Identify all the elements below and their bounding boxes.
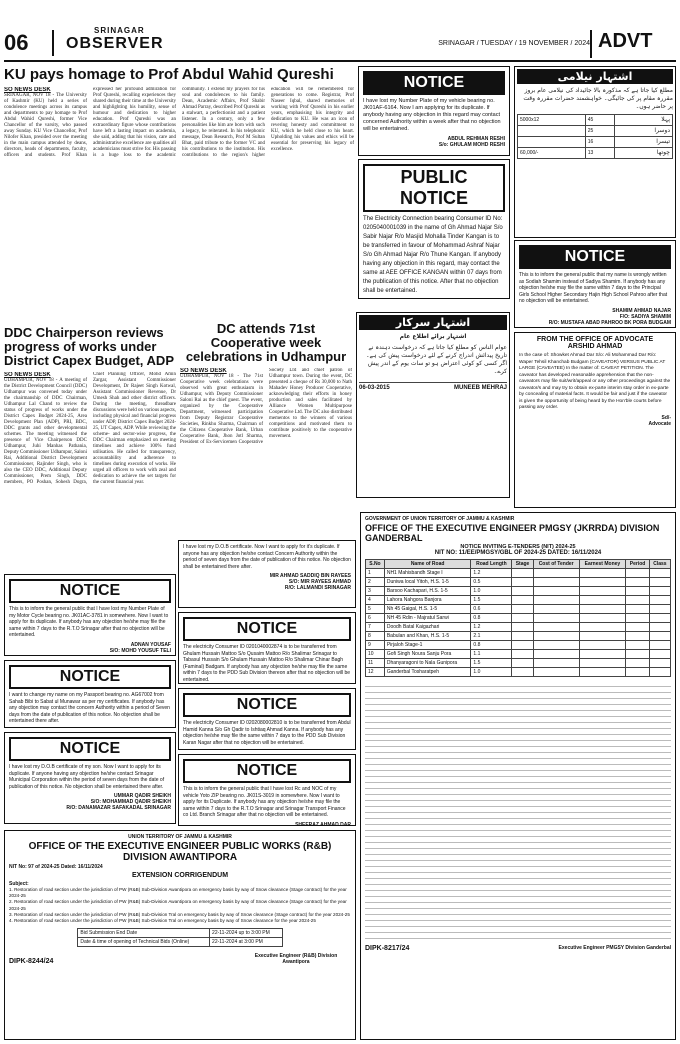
table-cell: 0.8 [471, 614, 512, 623]
notice-vehicle-rc [178, 754, 356, 826]
table-row [366, 569, 671, 578]
table-cell: Nh 45 Gaigal, H.S. 1-5 [384, 605, 471, 614]
table-cell [512, 578, 533, 587]
tender-table-body [366, 569, 671, 677]
list-item: 3. Restoration of road section under the jurisdiction of PW (R&B) Sub-Division Tral on emergency basis by way of Snow clearance (Stage contract) for the year 2024-25 [9, 911, 350, 917]
notice-signature: MIR AHMAD SADDIQ BIN RAYEES [269, 573, 351, 579]
table-cell [512, 596, 533, 605]
notice-number-plate [358, 66, 510, 156]
table-row [366, 614, 671, 623]
table-cell: 3 [366, 587, 385, 596]
table-cell [649, 614, 670, 623]
table-cell [626, 578, 650, 587]
dateline: SRINAGAR / TUESDAY / 19 NOVEMBER / 2024 [438, 40, 590, 47]
table-cell [579, 623, 626, 632]
notice-text: The electricity Consumer ID 0202080002810 is to be transferred from Abdul Hamid Kanna S/o Gh Qadir to Ishtiaq Ahmad Kanna. If anybody has any objection he/she may file the same within 7 days to the PDD Sub Division Karan Nagar after that no objection will be entertained. [183, 720, 351, 746]
urdu-dob-notice [356, 312, 510, 498]
tender-terms-text [365, 681, 671, 941]
notice-title: NOTICE [519, 245, 671, 269]
table-cell [512, 641, 533, 650]
table-row: 16 تیسرا [518, 137, 673, 148]
table-cell: 1.2 [471, 569, 512, 578]
table-cell [533, 587, 579, 596]
table-cell [512, 632, 533, 641]
table-cell [649, 569, 670, 578]
notice-signature-address: R/O: MUSTAFA ABAD PAHROO BK PORA BUDGAM [548, 319, 671, 326]
caveat-text: In the case of: Showket Ahmad Dar S/o: Ali Mohammad Dar R/o: Waper Tehsil Khanchab Budgam (CAVEATOR) VERSUS PUBLIC AT LARGE (CAVEATEE) In the matter of: CAVEAT PETITION. The caveator has developed reasonable apprehension that the non-caveators may file suit/writ/appeal or any other proceedings against the caveator/s and may try to obtain ex-parte interim stay order in ex-parte by concealing of material facts. It would be fair and just if the caveator is given the opportunity of being heard by the Hon'ble courts before passing any order. [519, 353, 671, 410]
table-cell [512, 623, 533, 632]
table-row: 25 دوسرا [518, 126, 673, 137]
table-cell: 1.2 [471, 623, 512, 632]
table-cell: Ganderbal Tosharatpeh [384, 668, 471, 677]
table-cell [533, 578, 579, 587]
notice-text: I have lost my D.O.B certificate. Now I want to apply for it's duplicate. If anyone has any objection he/she contact Concern Authority within the period of seven days from the date of publication of this notice. No objection shall be entertained there after. [183, 544, 351, 570]
section-label: ADVT [590, 30, 676, 58]
table-cell [649, 605, 670, 614]
notice-text: This is to inform the general public that I have lost my Number Plate of my Motor Cycle bearing no. JK01AC-3781 in somewhere. Now I want to apply for its duplicate. If anybody has any objection he/she may file the same within 7 days to the R.T.O Srinagar after that no objection will be entertained. [9, 606, 169, 638]
table-cell [649, 659, 670, 668]
notice-motor-cycle [4, 574, 176, 656]
tender-government: UNION TERRITORY OF JAMMU & KASHMIR [128, 834, 232, 840]
table-cell [579, 587, 626, 596]
table-cell [649, 641, 670, 650]
table-row: 5000x12 45 پہلا [518, 115, 673, 126]
table-cell [533, 605, 579, 614]
tender-nit: NIT No: 97 of 2024-25 Dated: 16/11/2024 [9, 864, 103, 870]
table-cell [533, 641, 579, 650]
table-row [366, 587, 671, 596]
table-row [366, 668, 671, 677]
notice-text: The Electricity Connection bearing Consumer ID No: 0205040001039 in the name of Gh Ahmad Najar S/o Sabir Najar R/o Masjid Mohalla Tinder Kangan is to be transferred in favour of Mohammad Ashraf Najar S/o Gh Ahmad Najar R/o Thune Kangan. If anybody having any objection in this regard, may contact the same at AEE OFFICE KANGAN within 07 days from the publication of this notice. After that no objection shall be entertained. [363, 216, 503, 294]
table-cell [579, 569, 626, 578]
notice-text: I have lost my Number Plate of my vehicle bearing no. JK01AF-6164. Now I am applying for its duplicate. If anybody having any objection in this regard may contact concerned Authority within a week after that no objection will be entertained. [363, 98, 501, 132]
dipk-number: DIPK-8217/24 [365, 945, 410, 952]
table-cell [512, 659, 533, 668]
table-row [366, 659, 671, 668]
advocate-role: Advocate [648, 420, 671, 427]
urdu-footer [359, 382, 507, 391]
notice-electricity-1 [178, 612, 356, 684]
masthead-rule [4, 60, 676, 62]
urdu-subheader: اشتہار برائے اطلاع عام [399, 333, 467, 340]
table-cell [579, 650, 626, 659]
table-cell: Babulan and Khan, H.S. 1-5 [384, 632, 471, 641]
tender-footer [365, 945, 671, 952]
table-cell: 7 [366, 623, 385, 632]
table-cell [626, 605, 650, 614]
article-body: SRINAGAR, NOV 18 - The University of Kashmir (KU) held a series of condolence meetings across its campus and departments to pay homage to Prof Abdul Wahid Qureshi, former Vice Chancellor of the varsity, who passed away Sunday. KU Vice Chancellor, Prof Nilofer Khan, presided over the meeting in the main campus attended by deans, directors, heads of departments, faculty, officers and students. Prof Khan expressed her profound admiration for Prof Qureshi, recalling experiences they shared during their time at the University and highlighting his humility, sense of humour and dedication to higher education. Prof Qureshi was an extraordinary figure whose contributions have left a lasting impact on academia, she said, adding that his vision, care and administrative excellence are qualities all academicians must strive for. His passing is a huge loss to the academic community. I extend my prayers for his soul and condolences to his family. Dean, Academic Affairs, Prof Shabir Ahmad Parray, described Prof Qureshi as a stalwart, a perfectionist and a patient listener. In a century, only a few personalities like him are born with such a legacy, he reiterated. In his telephonic message, Dean Research, Prof M Sultan Bhat, paid tribute to the former VC and his contributions to the institution. His contributions to the region's higher education will be remembered for generations to come. Registrar, Prof Naseer Iqbal, shared memories of working with Prof Qureshi in his earlier years, emphasising his integrity and dedication to KU. He was an icon of revering honesty and commitment to KU, which he held close to his heart. Upholding his values and ethics will be essential for preserving his legacy of excellence. [4, 87, 354, 158]
notice-son-dob [4, 732, 176, 824]
article-headline: DC attends 71st Cooperative week celebrations in Udhampur [185, 322, 347, 364]
table-cell [626, 659, 650, 668]
urdu-header: اشتہار نیلامی [517, 69, 673, 84]
table-cell [512, 605, 533, 614]
urdu-auction-notice [514, 66, 676, 238]
table-cell [626, 632, 650, 641]
table-cell: Dhanyaragoni to Nala Gunipora [384, 659, 471, 668]
notice-signature-relation: S/O: MOHD YOUSUF TELI [109, 647, 171, 654]
table-row [366, 650, 671, 659]
notice-text: This is to inform the general public that I have lost Rc and NOC of my vehicle Yoto ZIP bearing no. JK01S-3019 in somewhere. Now I want to apply for its Duplicate. If anybody has any objection he/she may file the same within 7 days to the R.T.O Srinagar and Srinagar Transport Finance co Ltd. Branch Srinagar after that no objection will be entertained. [183, 786, 346, 818]
notice-signature-relation: S/O: MIR RAYEES AHMAD [288, 579, 351, 585]
table-cell [533, 668, 579, 677]
urdu-body: مطلع کیا جاتا ہے کہ مذکورہ بالا جائیداد کی نیلامی عام بروز مقررہ مقام پر کی جائیگی۔ خواہشمند حضرات مقررہ وقت پر حاضر ہوں۔ [523, 87, 673, 110]
notice-title: NOTICE [183, 759, 351, 783]
tender-dates-table [77, 928, 282, 947]
tender-subtitle: NOTICE INVITING E-TENDERS (NIT) 2024-25 [460, 544, 576, 550]
table-row [366, 578, 671, 587]
notice-text: The electricity Consumer ID 0201040002874 is to be transferred from Ghulam Hussain Mattoo S/o Qusaim Mattoo R/o Shalimar Srinagar to Tabasul Hussain S/o Ghulam Hussain Mattoo R/o Shalimar Chinar Bagh (Faminal) Badgam. If anybody has any objection he/she may file the same within 7 days to the PDD Sub Division thereon after that no objection will be entertained. [183, 644, 351, 683]
table-row [366, 623, 671, 632]
table-cell: NH1 Mahisbandh Stage I [384, 569, 471, 578]
table-cell: 2.1 [471, 632, 512, 641]
table-cell [533, 614, 579, 623]
table-cell: 6 [366, 614, 385, 623]
urdu-applicant: MUNEEB MEHRAJ [453, 385, 507, 391]
table-cell: 5 [366, 605, 385, 614]
table-cell [579, 596, 626, 605]
tender-pmgsy [360, 512, 676, 1040]
table-cell [579, 578, 626, 587]
notice-dob-certificate [178, 540, 356, 608]
table-cell [626, 614, 650, 623]
article-columns [4, 87, 354, 287]
table-cell [649, 596, 670, 605]
table-cell [533, 596, 579, 605]
table-cell [533, 659, 579, 668]
table-cell: 12 [366, 668, 385, 677]
table-cell [512, 650, 533, 659]
urdu-table [517, 114, 673, 159]
list-item: 1. Restoration of road section under the jurisdiction of PW (R&B) Sub-Division Awantipora on emergency basis by way of Snow clearance (Stage contract) for the year 2024-25 [9, 887, 347, 899]
news-desk: SO NEWS DESK [4, 87, 51, 93]
table-cell [533, 569, 579, 578]
article-headline: DDC Chairperson reviews progress of works under District Capex Budget, ADP [4, 326, 174, 368]
tender-government: GOVERNMENT OF UNION TERRITORY OF JAMMU & KASHMIR [365, 516, 515, 522]
table-cell: 4 [366, 596, 385, 605]
table-cell [533, 632, 579, 641]
notice-text: I have lost my D.O.B certificate of my son. Now I want to apply for its duplicate. If anyone having any objection he/she contact Srinagar Municipal Corporation within the period of seven days from the date of publication of this notice. No objection shall be entertained there after. [9, 764, 165, 790]
tender-signatory: Executive Engineer PMGSY Division Ganderbal [558, 945, 671, 951]
table-cell [626, 596, 650, 605]
article-columns [180, 368, 352, 540]
table-cell: 2 [366, 578, 385, 587]
table-cell: 0.8 [471, 641, 512, 650]
table-cell: 10 [366, 650, 385, 659]
table-cell: Lahora Nahgora Banjora [384, 596, 471, 605]
tender-footer [9, 953, 351, 965]
article-body: UDHAMPUR, NOV 18 - A meeting of the District Development Council (DDC) Udhampur was convened today under the chairmanship of DDC Chairman, Udhampur Lal Chand to review the status of progress of works under the District Capex Budget 2024-25, Area Development Plan (ADP), PRI, BDC, DDC grants and other developmental schemes. The meeting witnessed the presence of Vice Chairperson DDC Udhampur, Juhi Manhas Pathania, Deputy Commissioner Udhampur, Saloni Rai, Additional District Development Commissioner, Rajinder Singh, who is also the CEO DDC, Additional Deputy Commissioner, Prem Singh, DDC members, PO Poshan, Sohesh Dogra, Chief Planning Officer, Mohd Amin Zargar, Assistant Commissioner Development, Dr Rajeet Singh Kotwal, Assistant Commissioner Revenue, Dr Umesh Shah and other district officers. During the meeting, threadbare discussions were held on various aspects, including physical and financial progress under ADP, District Capex Budget 2024-25, UT Capex, ADP. While reviewing the scheme- and sector-wise progress, the DDC Chairman emphasized on meeting timelines and achieve 100% fund utilisation. He called for transparency, accountability and adherence to timelines during execution of works. He urged all officers to work with zeal and dedication to achieve the set targets for the current financial year. [4, 372, 176, 485]
table-cell: 1.5 [471, 596, 512, 605]
notice-signature-relation: S/o: GHULAM MOHD RESHI [438, 142, 505, 148]
notice-signature: SHAMIM AHMAD NAJAR [612, 307, 671, 314]
table-cell [649, 632, 670, 641]
tender-rnb [4, 830, 356, 1040]
table-cell [649, 587, 670, 596]
advocate-caveat [514, 332, 676, 508]
dipk-number: DIPK-8244/24 [9, 958, 54, 966]
notice-title: NOTICE [183, 617, 351, 641]
tender-extension: EXTENSION CORRIGENDUM [131, 872, 229, 879]
tender-title: OFFICE OF THE EXECUTIVE ENGINEER PMGSY (JKRRDA) DIVISION GANDERBAL [365, 523, 660, 543]
table-row [366, 605, 671, 614]
article-ku [4, 66, 354, 292]
advocate-signature: Sd/- [661, 414, 671, 421]
table-cell: 9 [366, 641, 385, 650]
table-cell: Pirjaloh Stage-1 [384, 641, 471, 650]
page-number: 06 [4, 30, 54, 56]
table-cell: 8 [366, 632, 385, 641]
tender-table [365, 559, 671, 677]
list-item: 4. Restoration of road section under the jurisdiction of PW (R&B) Sub-Division Tral on emergency basis by way of Snow clearance for the year 2024-25 [9, 918, 316, 924]
newspaper-logo [66, 26, 186, 58]
table-row: Date & time of opening of Technical Bids (Online) 22-11-2024 at 3:00 PM [78, 938, 282, 947]
table-cell [649, 668, 670, 677]
notice-passport [4, 660, 176, 728]
table-row [366, 641, 671, 650]
logo-city: SRINAGAR [94, 26, 145, 35]
table-cell [626, 641, 650, 650]
advocate-title: FROM THE OFFICE OF ADVOCATE [536, 336, 654, 343]
table-cell: 1.0 [471, 668, 512, 677]
article-ddc [4, 326, 176, 554]
table-cell: 1.1 [471, 650, 512, 659]
table-cell: Gofi Singh Noura Sanju Pora [384, 650, 471, 659]
article-dc [180, 322, 352, 540]
table-cell [626, 587, 650, 596]
table-cell [579, 659, 626, 668]
table-row [366, 596, 671, 605]
notice-text: This is to inform the general public that my name is wrongly written as Sodiah Shamim instead of Sadiya Shamim. If anybody has any objection he/she may file the same within 7 days to the Principal Girls School Higher Secondary Hajin High School Pahroo after that no objection will be entertained. [519, 272, 668, 304]
article-body: UDHAMPUR, NOV 18 - The 71st Cooperative week celebrations were observed with great enthusiasm in Udhampur, with Deputy Commissioner Saloni Rai as the chief guest. The event, organized by the Cooperative Department, witnessed participation from Deputy Registrar Cooperative Societies, Rinkhu Sharma, Chairman of the Citizens Cooperative Bank, Urban Cooperative Bank, Jhon Jotl Sharma, President of Ex-Servicemen Cooperative Society Ltd and chief patron of Udhampur town. During the event, DC presented a cheque of Rs 30,000 to Nath Mahadev Honey Producer Cooperative, acknowledging their efforts in honey production and sales facilitated by Alliance Women Multipurpose Cooperative Ltd. The DC also distributed mementos to the winners of various competitions and motivated them to contribute positively to the cooperative movement. [180, 368, 352, 445]
notice-title: NOTICE [183, 693, 351, 717]
notice-name-correction [514, 240, 676, 328]
notice-title: NOTICE [9, 737, 171, 761]
table-cell: 1.5 [471, 659, 512, 668]
news-desk: SO NEWS DESK [180, 368, 227, 374]
table-cell [579, 641, 626, 650]
notice-title: NOTICE [363, 71, 505, 95]
table-cell [626, 569, 650, 578]
public-notice [358, 159, 510, 299]
article-columns [4, 372, 176, 548]
notice-title: NOTICE [9, 579, 171, 603]
table-cell [512, 587, 533, 596]
tender-subject: Subject: [9, 881, 29, 887]
tender-signatory: Executive Engineer (R&B) Division Awantipora [254, 953, 338, 966]
table-row: Bid Submission End Date 22-11-2024 up to 3:00 PM [78, 929, 282, 938]
urdu-date: 06-03-2015 [359, 385, 390, 391]
table-cell [512, 614, 533, 623]
table-cell: Doodh Batal Kaigazhari [384, 623, 471, 632]
list-item: 2. Restoration of road section under the jurisdiction of PW (R&B) Sub-Division Awantipora on emergency basis by way of Snow clearance (Stage contract) for the year 2024-25 [9, 899, 347, 911]
table-cell: 0.6 [471, 605, 512, 614]
logo-name: OBSERVER [66, 35, 164, 52]
notice-text: I want to change my name on my Passport bearing no. AG67002 from Sahab Bibi to Sabat ul Munawar as per my certificates. If anybody has any objection may contact the concern Authority within a period of Seven days from the date of publication of this notice. No objection shall be entertained there after. [9, 692, 170, 724]
table-cell [512, 668, 533, 677]
notice-signature-address: R/O: LALMANDI SRINAGAR [284, 585, 351, 591]
urdu-header: اشتہار سرکار [359, 315, 507, 330]
tender-title: OFFICE OF THE EXECUTIVE ENGINEER PUBLIC WORKS (R&B) DIVISION AWANTIPORA [28, 841, 332, 863]
table-cell [626, 623, 650, 632]
news-desk: SO NEWS DESK [4, 372, 51, 378]
table-cell: 1 [366, 569, 385, 578]
table-cell: Duniwa local Yitoh, H.S. 1-5 [384, 578, 471, 587]
table-cell: 11 [366, 659, 385, 668]
urdu-body: عوام الناس کو مطلع کیا جاتا ہے کہ درخواست دہندہ نے تاریخ پیدائش اندراج کرنے کے لئے درخواست پیش کی ہے۔ اگر کسی کو کوئی اعتراض ہو تو سات یوم کے اندر پیش کرے۔ [365, 344, 507, 375]
table-cell [579, 668, 626, 677]
table-cell [649, 623, 670, 632]
table-cell [579, 632, 626, 641]
notice-signature-address: R/O: DANAMAZAR SAFAKADAL SRINAGAR [66, 805, 171, 811]
notice-electricity-2 [178, 688, 356, 750]
notice-signature: ABDUL REHMAN RESHI [447, 136, 505, 142]
table-cell [579, 614, 626, 623]
table-row: 60,000/- 13 چوتھا [518, 148, 673, 159]
notice-signature: UMMAR QADIR SHEIKH [114, 793, 171, 799]
table-cell [512, 569, 533, 578]
table-cell [649, 650, 670, 659]
table-row [366, 632, 671, 641]
table-cell: 0.5 [471, 578, 512, 587]
table-cell [649, 578, 670, 587]
table-cell [533, 650, 579, 659]
notice-signature: SHEERAZ AHMAD DAR [295, 821, 351, 826]
notice-signature-relation: S/O: MOHAMMAD QADIR SHEIKH [90, 799, 171, 805]
article-headline: KU pays homage to Prof Abdul Wahid Qureshi [4, 66, 334, 83]
notice-title: PUBLIC NOTICE [363, 164, 505, 212]
table-cell [533, 623, 579, 632]
table-cell: NH 45 Rdin - Majratul Sarwi [384, 614, 471, 623]
table-cell: Barsoo Kachapari, H.S. 1-5 [384, 587, 471, 596]
table-header-row: S.No Name of Road Road Length Stage Cost of Tender Earnest Money Period Class [366, 560, 671, 569]
table-cell [579, 605, 626, 614]
advocate-name: ARSHID AHMAD [567, 343, 623, 350]
table-cell [626, 668, 650, 677]
notice-signature: ADNAN YOUSAF [130, 641, 171, 648]
tender-lines [9, 887, 351, 924]
table-cell: 1.0 [471, 587, 512, 596]
table-cell [626, 650, 650, 659]
notice-title: NOTICE [9, 665, 171, 689]
notice-signature-relation: F/O: SADIYA SHAMIM [619, 313, 671, 320]
tender-nit: NIT NO: 11/EE/PMGSY/GBL OF 2024-25 DATED: 16/11/2024 [434, 550, 602, 556]
